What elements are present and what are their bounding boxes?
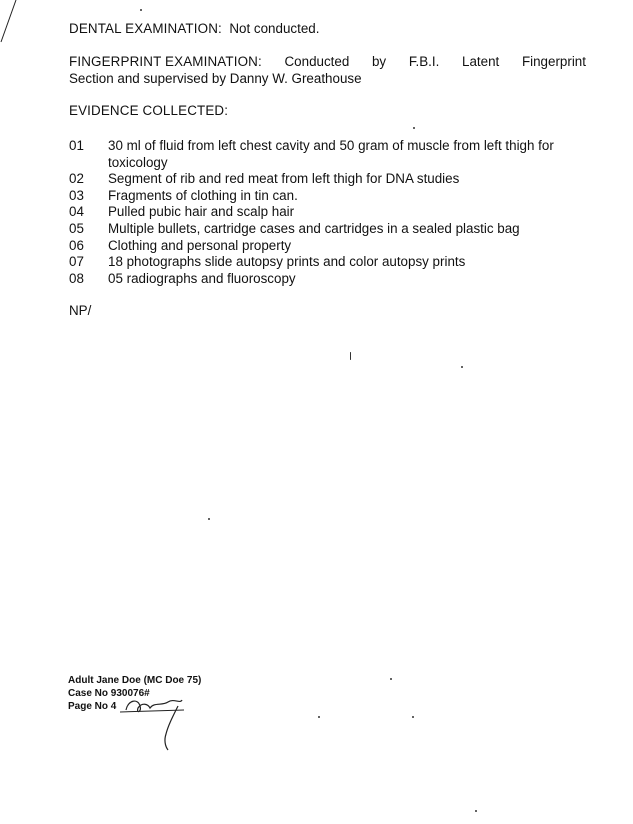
evidence-item-text: 05 radiographs and fluoroscopy — [108, 270, 296, 286]
fingerprint-word: Fingerprint — [521, 54, 586, 69]
evidence-item — [69, 221, 599, 238]
evidence-item-number: 03 — [69, 187, 84, 203]
evidence-item — [69, 271, 599, 288]
scan-speck — [390, 678, 392, 680]
scan-speck — [208, 518, 210, 520]
footer-case-number: Case No 930076# — [68, 688, 150, 699]
dental-examination-line — [69, 21, 319, 37]
evidence-item-text: Segment of rib and red meat from left thigh for DNA studies — [108, 171, 460, 187]
scan-speck — [140, 9, 142, 11]
evidence-item — [69, 204, 599, 221]
evidence-item-number: 01 — [69, 138, 84, 153]
evidence-item-text: 18 photographs slide autopsy prints and color autopsy prints — [108, 254, 466, 270]
evidence-item-text: 30 ml of fluid from left chest cavity and 50 gram of muscle from left thigh for toxicology — [108, 138, 554, 170]
footer-case-name: Adult Jane Doe (MC Doe 75) — [68, 675, 202, 686]
evidence-item-text: Clothing and personal property — [108, 237, 292, 253]
dental-examination-label: DENTAL EXAMINATION: — [69, 21, 222, 36]
handwritten-signature — [118, 696, 188, 752]
evidence-item-text: Multiple bullets, cartridge cases and cartridges in a sealed plastic bag — [108, 220, 520, 236]
dental-examination-value: Not conducted. — [229, 21, 320, 36]
evidence-item — [69, 238, 599, 255]
footer-page-number: Page No 4 — [68, 701, 117, 712]
evidence-item-number: 02 — [69, 171, 84, 187]
scan-speck — [461, 366, 463, 368]
scan-speck — [475, 810, 477, 812]
fingerprint-examination-continuation: Section and supervised by Danny W. Greathouse — [69, 71, 362, 86]
scan-speck — [413, 127, 415, 129]
corner-scan-mark — [0, 0, 20, 45]
evidence-item-number: 04 — [69, 204, 84, 220]
scan-speck — [350, 352, 351, 360]
fingerprint-word: by — [371, 54, 387, 69]
fingerprint-examination-label: FINGERPRINT EXAMINATION: — [69, 54, 262, 69]
evidence-collected-heading: EVIDENCE COLLECTED: — [69, 103, 229, 118]
evidence-item-number: 06 — [69, 237, 84, 253]
evidence-item-number: 07 — [69, 254, 84, 270]
scan-speck — [412, 716, 414, 718]
fingerprint-word: Conducted — [284, 54, 350, 69]
evidence-item — [69, 138, 599, 171]
evidence-list — [69, 138, 599, 287]
evidence-item — [69, 188, 599, 205]
evidence-item — [69, 171, 599, 188]
evidence-item-number: 08 — [69, 270, 84, 286]
initials: NP/ — [69, 303, 92, 318]
fingerprint-examination-line — [69, 54, 586, 70]
evidence-item-text: Fragments of clothing in tin can. — [108, 187, 298, 203]
evidence-item-number: 05 — [69, 220, 84, 236]
evidence-item — [69, 254, 599, 271]
scan-speck — [318, 716, 320, 718]
evidence-item-text: Pulled pubic hair and scalp hair — [108, 204, 295, 220]
fingerprint-word: F.B.I. — [408, 54, 440, 69]
fingerprint-word: Latent — [462, 54, 500, 69]
